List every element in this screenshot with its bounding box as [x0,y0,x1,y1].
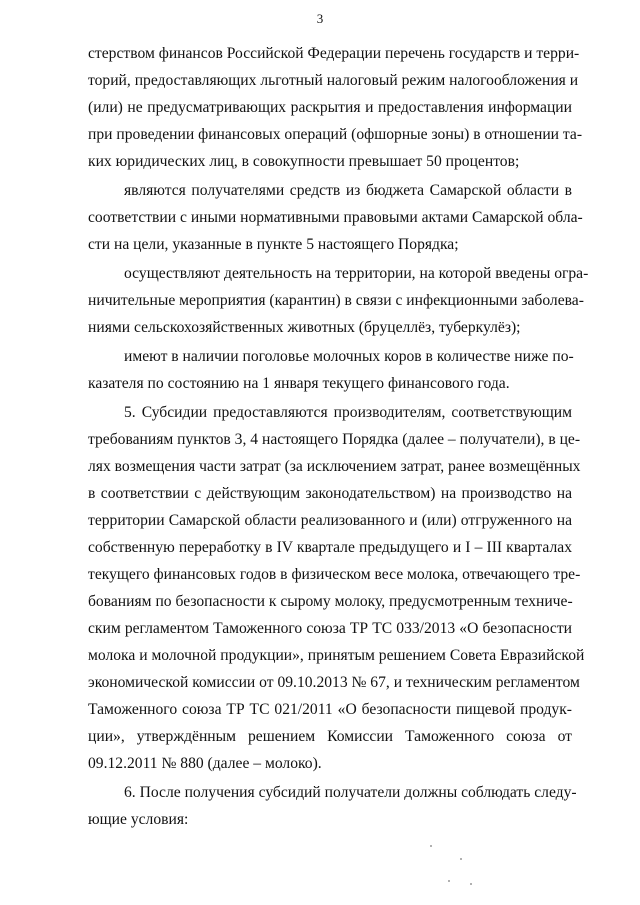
text-line: ких юридических лиц, в совокупности превышает 50 процентов; [88,153,520,170]
text-line: ничительные мероприятия (карантин) в связи с инфекционными заболева- [88,292,584,309]
text-line: ющие условия: [88,811,189,828]
text-line: сти на цели, указанные в пункте 5 настоящего Порядка; [88,236,459,253]
text-line: (или) не предусматривающих раскрытия и предоставления информации [88,99,572,116]
page-number: 3 [316,11,324,26]
text-line: осуществляют деятельность на территории, на которой введены огра- [124,265,589,282]
text-line: ским регламентом Таможенного союза ТР ТС 033/2013 «О безопасности [88,620,572,637]
text-line: соответствии с иными нормативными правовыми актами Самарской обла- [88,209,583,226]
text-line: 6. После получения субсидий получатели должны соблюдать следу- [124,784,577,801]
text-line: молока и молочной продукции», принятым решением Совета Евразийской [88,647,585,664]
text-line: 5. Субсидии предоставляются производителям, соответствующим [124,404,572,421]
text-line: ции», утверждённым решением Комиссии Таможенного союза от [88,728,572,745]
text-line: торий, предоставляющих льготный налоговый режим налогообложения и [88,72,579,89]
text-line: собственную переработку в IV квартале предыдущего и I – III кварталах [88,539,572,556]
text-line: текущего финансовых годов в физическом весе молока, отвечающего тре- [88,566,581,583]
text-line: Таможенного союза ТР ТС 021/2011 «О безопасности пищевой продук- [88,701,572,718]
scan-speck [430,845,432,847]
text-line: лях возмещения части затрат (за исключением затрат, ранее возмещённых [88,458,581,475]
text-line: имеют в наличии поголовье молочных коров в количестве ниже по- [124,348,574,365]
text-line: ниями сельскохозяйственных животных (бруцеллёз, туберкулёз); [88,319,521,336]
text-line: казателя по состоянию на 1 января текущего финансового года. [88,375,510,392]
text-line: требованиям пунктов 3, 4 настоящего Порядка (далее – получатели), в це- [88,431,581,448]
scan-speck [460,858,462,860]
text-line: в соответствии с действующим законодательством) на производство на [88,485,572,502]
text-line: 09.12.2011 № 880 (далее – молоко). [88,755,322,772]
text-line: при проведении финансовых операций (офшорные зоны) в отношении та- [88,126,583,143]
text-line: экономической комиссии от 09.10.2013 № 67, и техническим регламентом [88,674,580,691]
text-line: стерством финансов Российской Федерации перечень государств и терри- [88,45,580,62]
text-line: территории Самарской области реализованного и (или) отгруженного на [88,512,572,529]
scan-speck [448,880,450,882]
scan-speck [470,883,472,885]
text-line: бованиям по безопасности к сырому молоку, предусмотренным техниче- [88,593,573,610]
text-line: являются получателями средств из бюджета Самарской области в [124,182,572,199]
